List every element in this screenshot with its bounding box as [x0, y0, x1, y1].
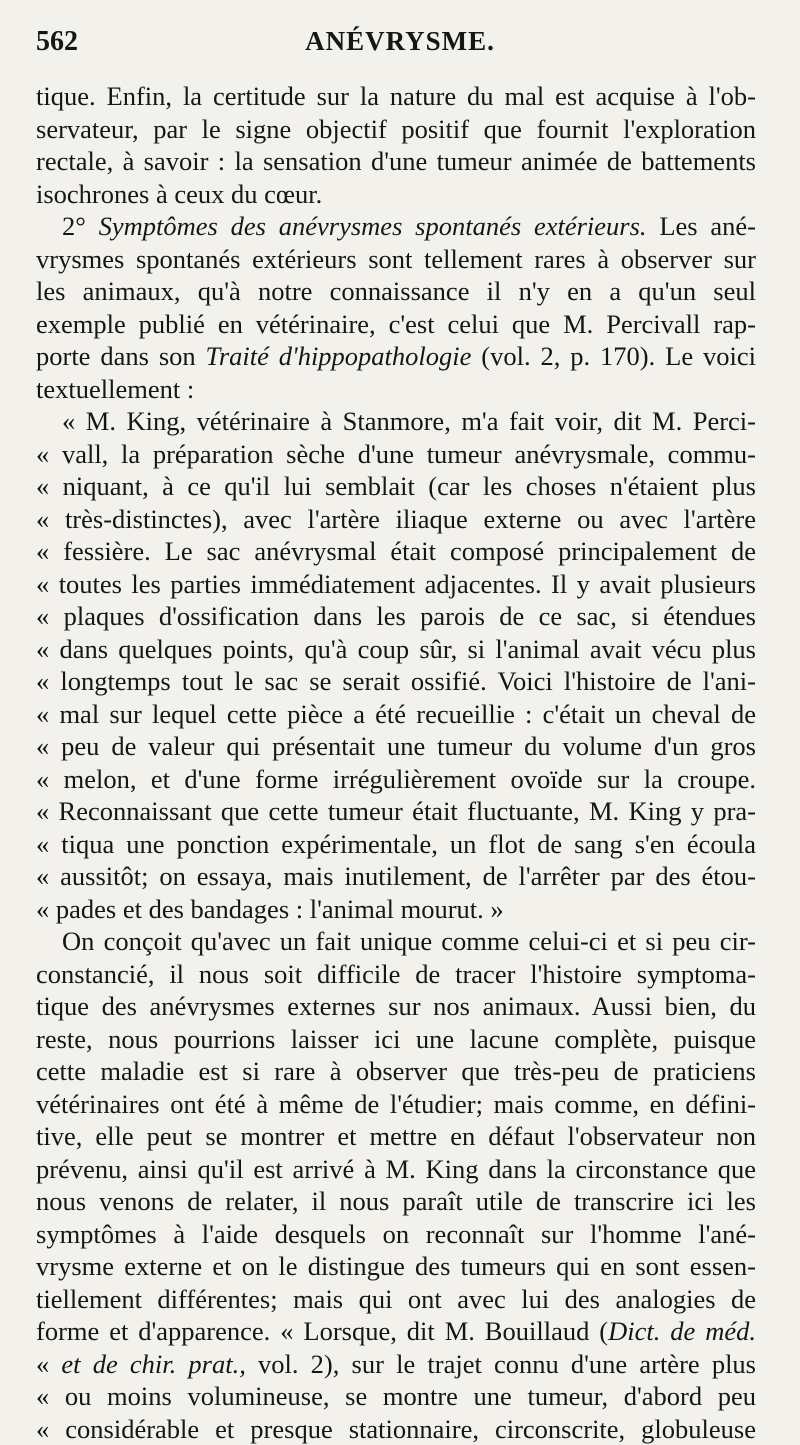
- quote-line: « aussitôt; on essaya, mais inutilement, de l'arrêter par des étou-: [36, 860, 756, 893]
- quote-line: « toutes les parties immédiatement adjacentes. Il y avait plusieurs: [36, 568, 756, 601]
- quote-line: « pades et des bandages : l'animal mourut. »: [36, 893, 756, 926]
- quote-line: « plaques d'ossification dans les parois de ce sac, si étendues: [36, 600, 756, 633]
- quote-line: « mal sur lequel cette pièce a été recueillie : c'était un cheval de: [36, 698, 756, 731]
- text-line: nous venons de relater, il nous paraît utile de transcrire ici les: [36, 1185, 756, 1218]
- text-line: tique. Enfin, la certitude sur la nature du mal est acquise à l'ob-: [36, 80, 756, 113]
- text-line: isochrones à ceux du cœur.: [36, 178, 756, 211]
- text-line: symptômes à l'aide desquels on reconnaît sur l'homme l'ané-: [36, 1218, 756, 1251]
- text-line: servateur, par le signe objectif positif que fournit l'exploration: [36, 113, 756, 146]
- text-line: les animaux, qu'à notre connaissance il n'y en a qu'un seul: [36, 275, 756, 308]
- quote-line: « peu de valeur qui présentait une tumeur du volume d'un gros: [36, 730, 756, 763]
- text-line: forme et d'apparence. « Lorsque, dit M. Bouillaud (Dict. de méd.: [36, 1315, 756, 1348]
- text-line: vrysmes spontanés extérieurs sont tellement rares à observer sur: [36, 243, 756, 276]
- section-heading-line: 2° Symptômes des anévrysmes spontanés extérieurs. Les ané-: [36, 210, 756, 243]
- text-line: reste, nous pourrions laisser ici une lacune complète, puisque: [36, 1023, 756, 1056]
- page-body: [36, 80, 756, 1445]
- text-line: constancié, il nous soit difficile de tracer l'histoire symptoma-: [36, 958, 756, 991]
- quote-line: « dans quelques points, qu'à coup sûr, si l'animal avait vécu plus: [36, 633, 756, 666]
- text-line: vrysme externe et on le distingue des tumeurs qui en sont essen-: [36, 1250, 756, 1283]
- page-header: [36, 26, 764, 66]
- quote-line: « niquant, à ce qu'il lui semblait (car les choses n'étaient plus: [36, 470, 756, 503]
- text-line: cette maladie est si rare à observer que très-peu de praticiens: [36, 1055, 756, 1088]
- quote-line: « tiqua une ponction expérimentale, un flot de sang s'en écoula: [36, 828, 756, 861]
- text-line: On conçoit qu'avec un fait unique comme celui-ci et si peu cir-: [36, 925, 756, 958]
- text-line: prévenu, ainsi qu'il est arrivé à M. King dans la circonstance que: [36, 1153, 756, 1186]
- quote-line: « melon, et d'une forme irrégulièrement ovoïde sur la croupe.: [36, 763, 756, 796]
- quote-line: « vall, la préparation sèche d'une tumeur anévrysmale, commu-: [36, 438, 756, 471]
- quote-line: « considérable et presque stationnaire, circonscrite, globuleuse: [36, 1413, 756, 1445]
- quote-line: « fessière. Le sac anévrysmal était composé principalement de: [36, 535, 756, 568]
- quote-line: « longtemps tout le sac se serait ossifié. Voici l'histoire de l'ani-: [36, 665, 756, 698]
- citation-title: Dict. de méd.: [608, 1316, 756, 1346]
- section-heading: Symptômes des anévrysmes spontanés extérieurs.: [99, 211, 647, 241]
- text-line: tive, elle peut se montrer et mettre en défaut l'observateur non: [36, 1120, 756, 1153]
- text-line: exemple publié en vétérinaire, c'est celui que M. Percivall rap-: [36, 308, 756, 341]
- running-title: ANÉVRYSME.: [36, 26, 764, 57]
- quote-line: « Reconnaissant que cette tumeur était fluctuante, M. King y pra-: [36, 795, 756, 828]
- quote-line: « M. King, vétérinaire à Stanmore, m'a fait voir, dit M. Perci-: [36, 405, 756, 438]
- quote-line: « ou moins volumineuse, se montre une tumeur, d'abord peu: [36, 1380, 756, 1413]
- text-line: vétérinaires ont été à même de l'étudier; mais comme, en défini-: [36, 1088, 756, 1121]
- text-line: tiellement différentes; mais qui ont avec lui des analogies de: [36, 1283, 756, 1316]
- text-line: tique des anévrysmes externes sur nos animaux. Aussi bien, du: [36, 990, 756, 1023]
- quote-line: « et de chir. prat., vol. 2), sur le trajet connu d'une artère plus: [36, 1348, 756, 1381]
- quote-line: « très-distinctes), avec l'artère iliaque externe ou avec l'artère: [36, 503, 756, 536]
- text-line: textuellement :: [36, 373, 756, 406]
- book-title: Traité d'hippopathologie: [206, 341, 472, 371]
- text-line: porte dans son Traité d'hippopathologie (vol. 2, p. 170). Le voici: [36, 340, 756, 373]
- text-line: rectale, à savoir : la sensation d'une tumeur animée de battements: [36, 145, 756, 178]
- citation-title: et de chir. prat.,: [61, 1349, 245, 1379]
- page-number: 562: [36, 26, 78, 58]
